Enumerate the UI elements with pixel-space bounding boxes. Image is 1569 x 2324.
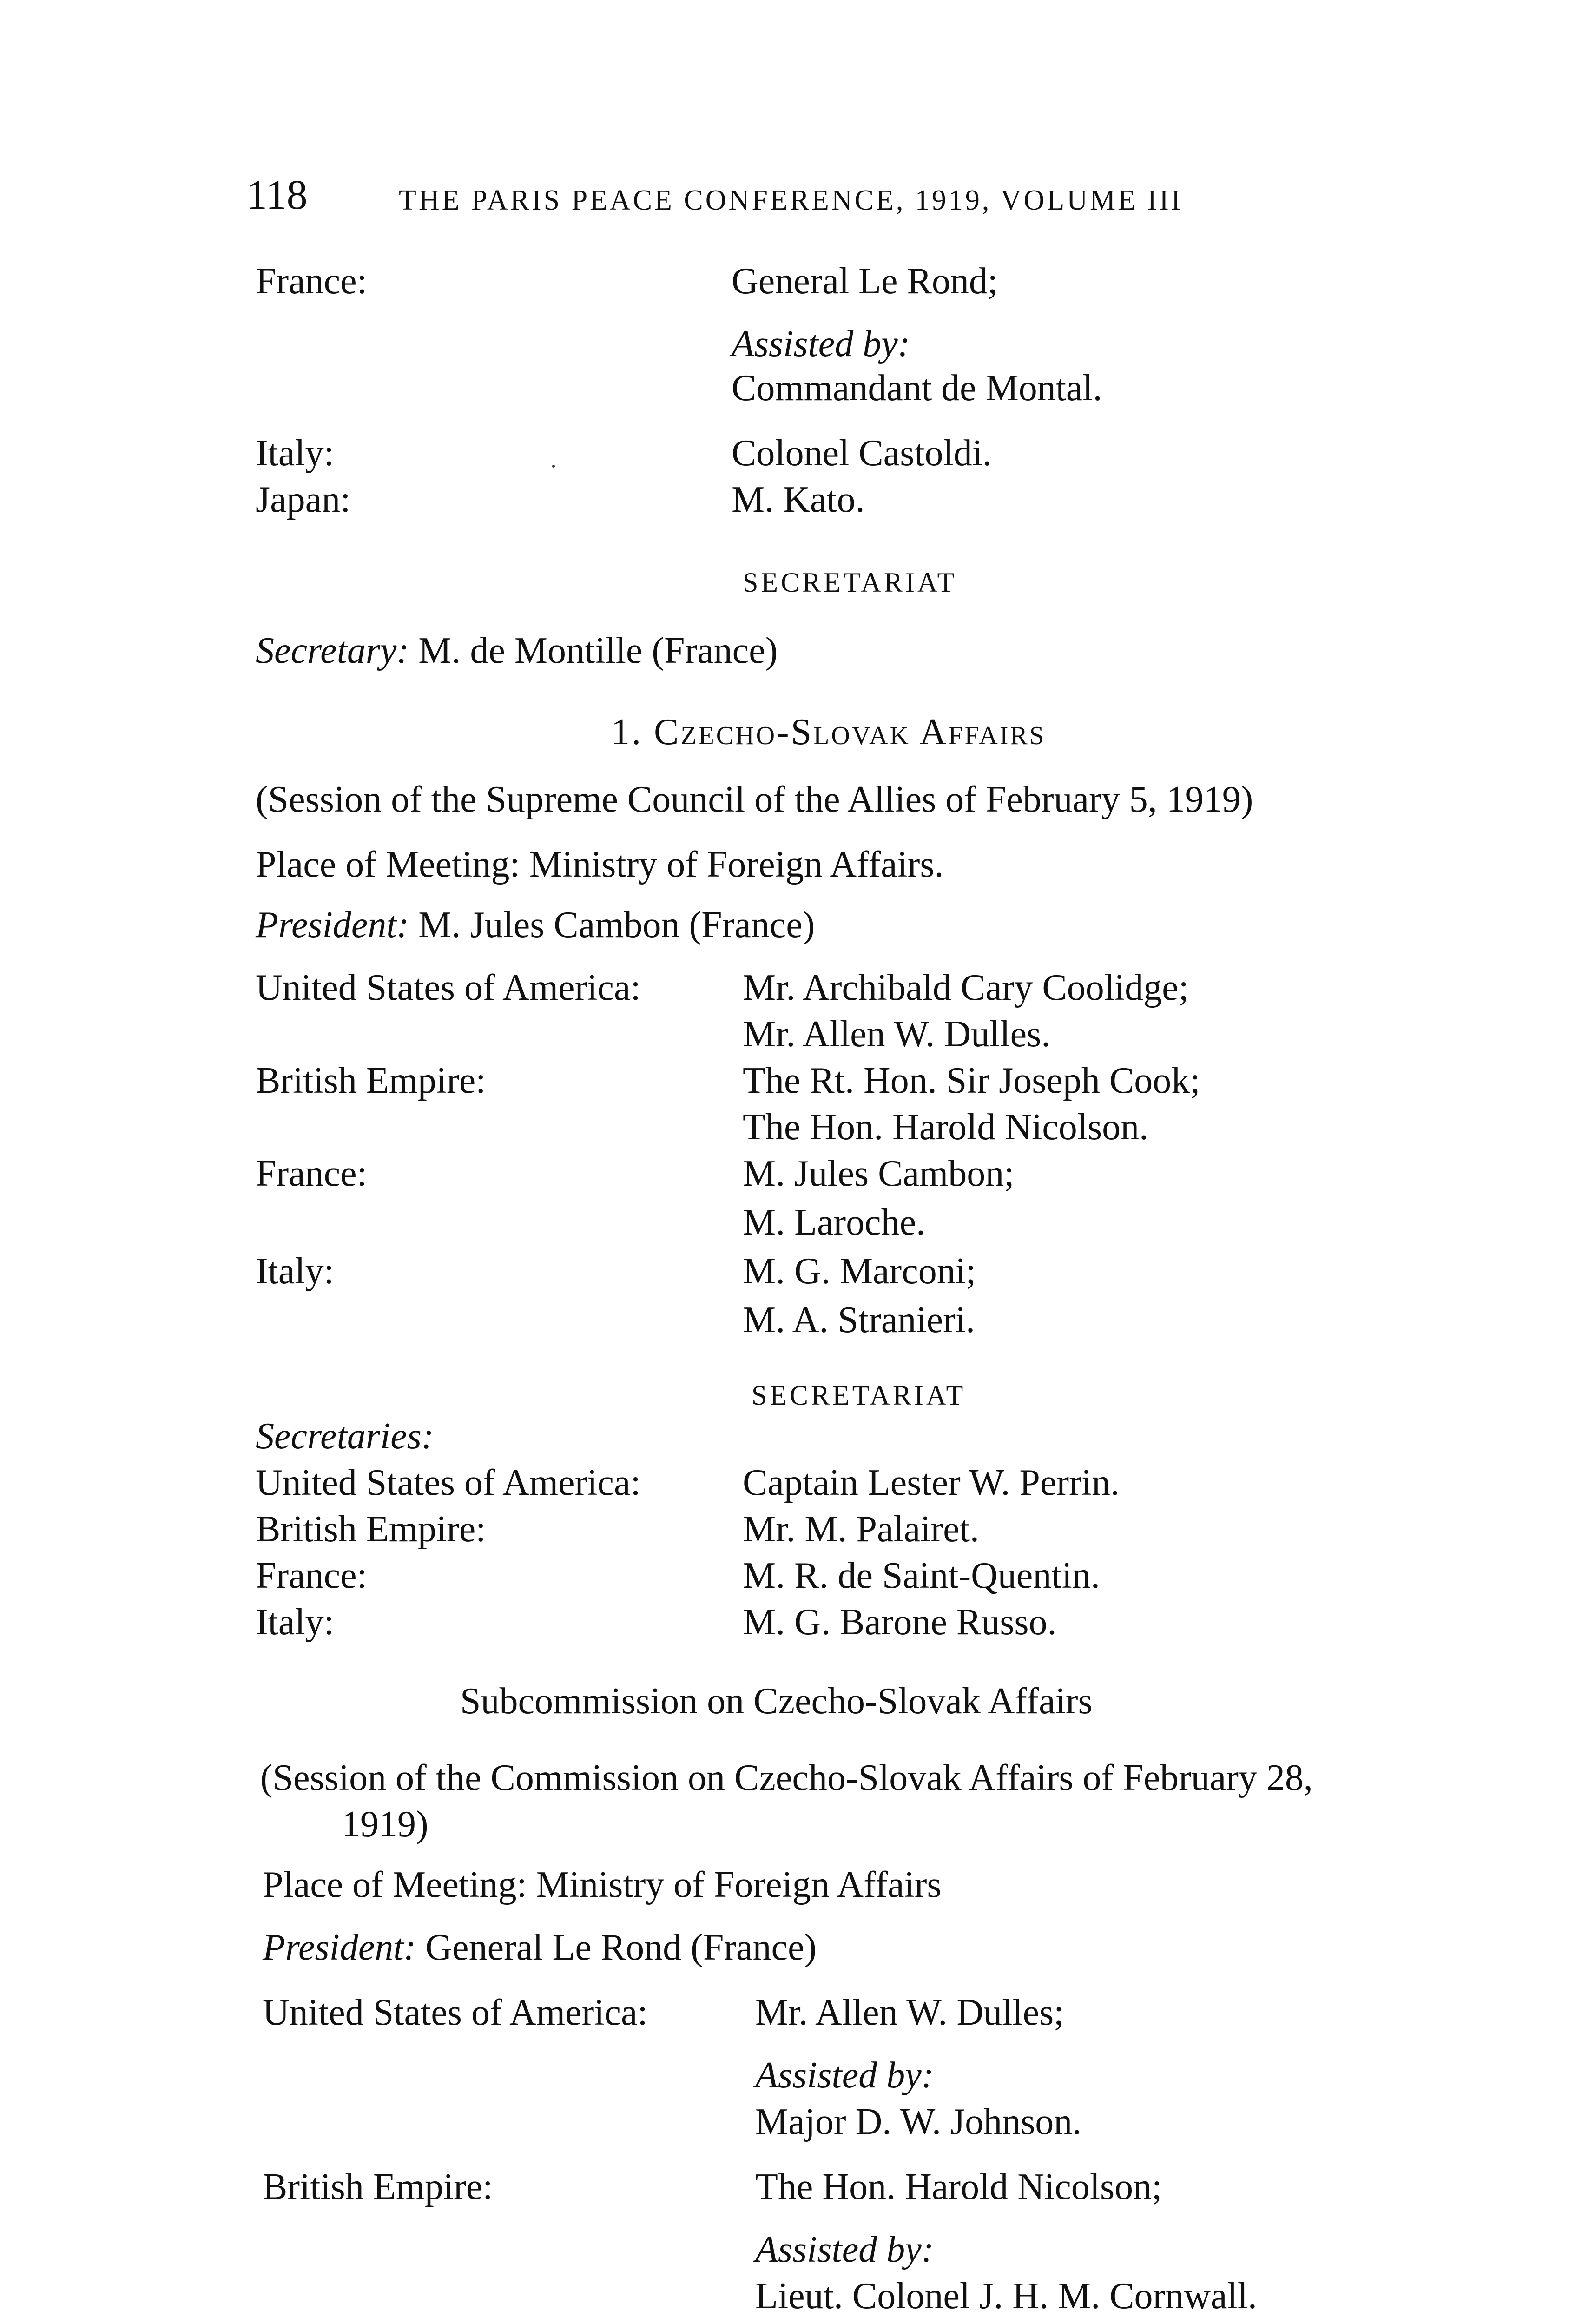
fr-delegate-2: M. Laroche. — [743, 1202, 926, 1243]
italy-label: Italy: — [256, 433, 334, 474]
sec-fr-value: M. R. de Saint-Quentin. — [743, 1555, 1100, 1596]
sec-us-label: United States of America: — [256, 1462, 641, 1503]
sec-it-label: Italy: — [256, 1602, 334, 1643]
sub-be-delegate-1: The Hon. Harold Nicolson; — [755, 2166, 1162, 2207]
sub-place-of-meeting: Place of Meeting: Ministry of Foreign Affairs — [263, 1864, 942, 1905]
section-title: 1. Czecho-Slovak Affairs — [611, 712, 1046, 753]
sub-us-assisted-label: Assisted by: — [755, 2055, 934, 2096]
italy-name: Colonel Castoldi. — [732, 433, 992, 474]
session-info: (Session of the Supreme Council of the Allies of February 5, 1919) — [256, 779, 1253, 820]
assisted-by-label: Assisted by: — [732, 324, 910, 364]
be-delegate-2: The Hon. Harold Nicolson. — [743, 1107, 1149, 1148]
fr-label: France: — [256, 1153, 367, 1194]
sub-session-line-1: (Session of the Commission on Czecho-Slovak Affairs of February 28, — [260, 1757, 1313, 1798]
sub-us-delegate-2: Major D. W. Johnson. — [755, 2101, 1082, 2142]
it-delegate-1: M. G. Marconi; — [743, 1251, 976, 1292]
sub-us-delegate-1: Mr. Allen W. Dulles; — [755, 1992, 1064, 2033]
us-delegate-1: Mr. Archibald Cary Coolidge; — [743, 967, 1189, 1008]
stray-dot — [552, 465, 555, 468]
sub-session-line-2: 1919) — [342, 1804, 429, 1845]
us-delegate-2: Mr. Allen W. Dulles. — [743, 1014, 1051, 1055]
sec-be-label: British Empire: — [256, 1509, 486, 1550]
sub-president-label: President: — [263, 1927, 416, 1968]
be-delegate-1: The Rt. Hon. Sir Joseph Cook; — [743, 1060, 1200, 1101]
secretaries-label: Secretaries: — [256, 1416, 434, 1457]
japan-name: M. Kato. — [732, 479, 865, 520]
secretary-value: M. de Montille (France) — [418, 630, 778, 671]
secretariat-heading: SECRETARIAT — [743, 567, 957, 598]
sec-it-value: M. G. Barone Russo. — [743, 1602, 1057, 1643]
assistant-name: Commandant de Montal. — [732, 368, 1102, 409]
japan-label: Japan: — [256, 479, 351, 520]
running-title: THE PARIS PEACE CONFERENCE, 1919, VOLUME III — [399, 185, 1183, 216]
subcommission-title: Subcommission on Czecho-Slovak Affairs — [460, 1681, 1093, 1722]
sub-be-delegate-2: Lieut. Colonel J. H. M. Cornwall. — [755, 2276, 1257, 2317]
sub-be-label: British Empire: — [263, 2166, 493, 2207]
president-value: M. Jules Cambon (France) — [418, 905, 815, 945]
secretary-label: Secretary: — [256, 630, 409, 671]
sub-president-value: General Le Rond (France) — [425, 1927, 817, 1968]
it-delegate-2: M. A. Stranieri. — [743, 1300, 975, 1340]
be-label: British Empire: — [256, 1060, 486, 1101]
sec-fr-label: France: — [256, 1555, 367, 1596]
sub-be-assisted-label: Assisted by: — [755, 2229, 934, 2270]
france-name: General Le Rond; — [732, 261, 998, 302]
france-label: France: — [256, 261, 367, 302]
fr-delegate-1: M. Jules Cambon; — [743, 1153, 1015, 1194]
sec-be-value: Mr. M. Palairet. — [743, 1509, 979, 1550]
place-of-meeting: Place of Meeting: Ministry of Foreign Affairs. — [256, 844, 944, 885]
page-number: 118 — [246, 172, 308, 218]
sub-us-label: United States of America: — [263, 1992, 648, 2033]
us-label: United States of America: — [256, 967, 641, 1008]
it-label: Italy: — [256, 1251, 334, 1292]
sec-us-value: Captain Lester W. Perrin. — [743, 1462, 1120, 1503]
secretariat-heading-2: SECRETARIAT — [752, 1380, 966, 1411]
president-label: President: — [256, 905, 409, 945]
